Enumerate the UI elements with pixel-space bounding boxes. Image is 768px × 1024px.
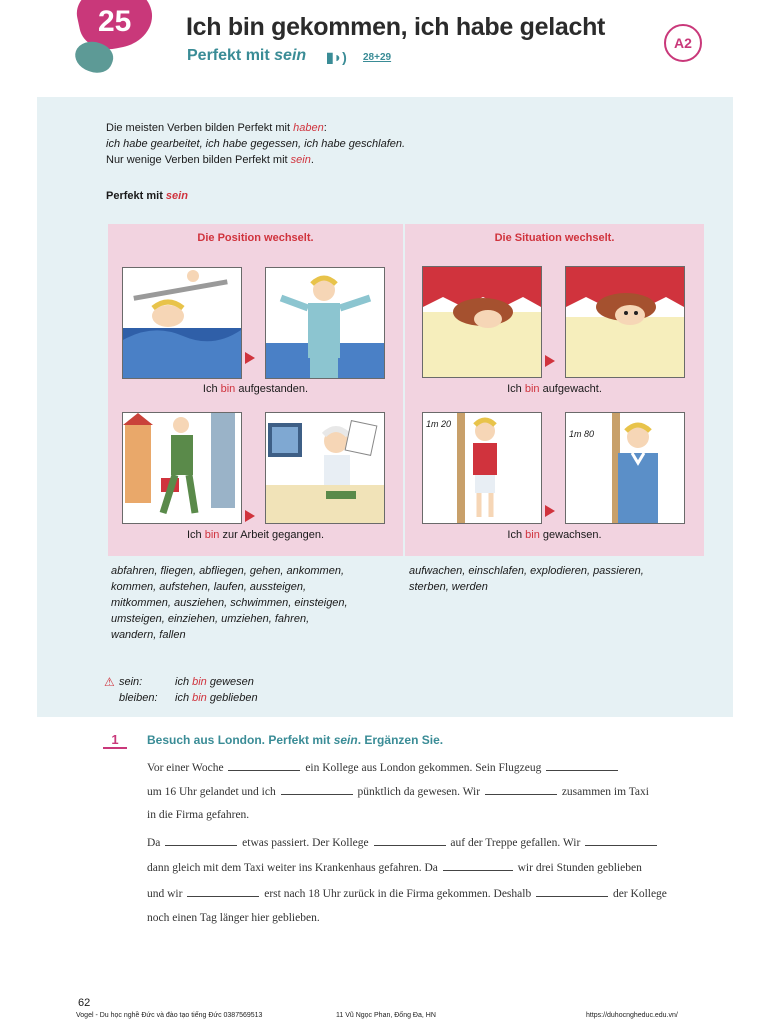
verb-line: aufwachen, einschlafen, explodieren, passieren, [409, 565, 644, 577]
height-label-small: 1m 20 [426, 419, 452, 429]
blank-field[interactable] [187, 886, 259, 897]
note-value-sein: ich bin gewesen [175, 676, 254, 688]
footer-left: Vogel - Du học nghề Đức và đào tạo tiếng Đức 0387569513 [76, 1012, 263, 1019]
blank-field[interactable] [374, 835, 446, 846]
exercise-line-7: noch einen Tag länger hier geblieben. [147, 912, 320, 924]
blank-field[interactable] [228, 760, 300, 771]
exercise-title: Besuch aus London. Perfekt mit sein. Ergänzen Sie. [147, 733, 444, 747]
illustration-walking-to-work [122, 412, 242, 524]
arrow-right-icon [545, 355, 555, 367]
caption-aufgewacht: Ich bin aufgewacht. [507, 383, 602, 395]
situation-box-title: Die Situation wechselt. [494, 232, 615, 244]
footer-address: 11 Vũ Ngọc Phan, Đống Đa, HN [336, 1012, 436, 1019]
arrow-right-icon [245, 352, 255, 364]
intro-line-2: ich habe gearbeitet, ich habe gegessen, ich habe geschlafen. [106, 138, 406, 150]
footer-link[interactable]: https://duhocngheduc.edu.vn/ [586, 1012, 678, 1019]
note-label-sein: sein: [119, 676, 143, 688]
exercise-line-4: Da etwas passiert. Der Kollege auf der Treppe gefallen. Wir [147, 835, 659, 849]
caption-gewachsen: Ich bin gewachsen. [507, 529, 602, 541]
illustration-small-boy [422, 412, 542, 524]
verb-list-position [111, 563, 348, 643]
blank-field[interactable] [536, 886, 608, 897]
section-heading: Perfekt mit sein [106, 190, 188, 202]
blank-field[interactable] [281, 784, 353, 795]
verb-line: mitkommen, ausziehen, schwimmen, einsteigen, [111, 597, 348, 609]
page-number: 62 [78, 997, 91, 1009]
illustration-waking-up [565, 266, 685, 378]
warning-icon: ⚠ [104, 675, 115, 689]
arrow-right-icon [245, 510, 255, 522]
exercise-line-6: und wir erst nach 18 Uhr zurück in die Firma gekommen. Deshalb der Kollege [147, 888, 667, 900]
height-label-tall: 1m 80 [569, 429, 595, 439]
intro-line-3: Nur wenige Verben bilden Perfekt mit sein. [106, 154, 314, 166]
intro-line-1: Die meisten Verben bilden Perfekt mit haben: [106, 122, 327, 134]
position-box-title: Die Position wechselt. [197, 232, 314, 244]
blank-field[interactable] [546, 760, 618, 771]
audio-icon[interactable]: ▮◗) [326, 49, 347, 65]
verb-line: abfahren, fliegen, abfliegen, gehen, ankommen, [111, 565, 344, 577]
page-title: Ich bin gekommen, ich habe gelacht [186, 13, 606, 41]
illustration-sleeping [422, 266, 542, 378]
caption-aufgestanden: Ich bin aufgestanden. [202, 383, 309, 395]
illustration-lying-in-bed [122, 267, 242, 379]
illustration-at-desk [265, 412, 385, 524]
note-value-bleiben: ich bin geblieben [175, 692, 258, 704]
exercise-number: 1 [103, 732, 127, 749]
blank-field[interactable] [443, 860, 513, 871]
blank-field[interactable] [585, 835, 657, 846]
verb-line: sterben, werden [409, 581, 488, 593]
illustration-standing-up [265, 267, 385, 379]
verb-line: umsteigen, einziehen, umziehen, fahren, [111, 613, 310, 625]
illustration-tall-man [565, 412, 685, 524]
blank-field[interactable] [485, 784, 557, 795]
verb-line: kommen, aufstehen, laufen, aussteigen, [111, 581, 307, 593]
exercise-line-2: um 16 Uhr gelandet und ich pünktlich da gewesen. Wir zusammen im Taxi [147, 786, 649, 798]
arrow-right-icon [545, 505, 555, 517]
audio-track-number[interactable]: 28+29 [363, 52, 392, 63]
page-subtitle: Perfekt mit sein [187, 47, 307, 64]
exercise-line-3: in die Firma gefahren. [147, 809, 250, 821]
verb-list-situation [409, 563, 644, 595]
level-badge: A2 [664, 24, 702, 62]
note-label-bleiben: bleiben: [119, 692, 158, 704]
exercise-line-1: Vor einer Woche ein Kollege aus London gekommen. Sein Flugzeug [147, 760, 620, 774]
exercise-line-5: dann gleich mit dem Taxi weiter ins Krankenhaus gefahren. Da wir drei Stunden geblieben [147, 862, 642, 874]
caption-gegangen: Ich bin zur Arbeit gegangen. [187, 529, 324, 541]
unit-number: 25 [98, 5, 132, 38]
blank-field[interactable] [165, 835, 237, 846]
verb-line: wandern, fallen [111, 629, 186, 641]
